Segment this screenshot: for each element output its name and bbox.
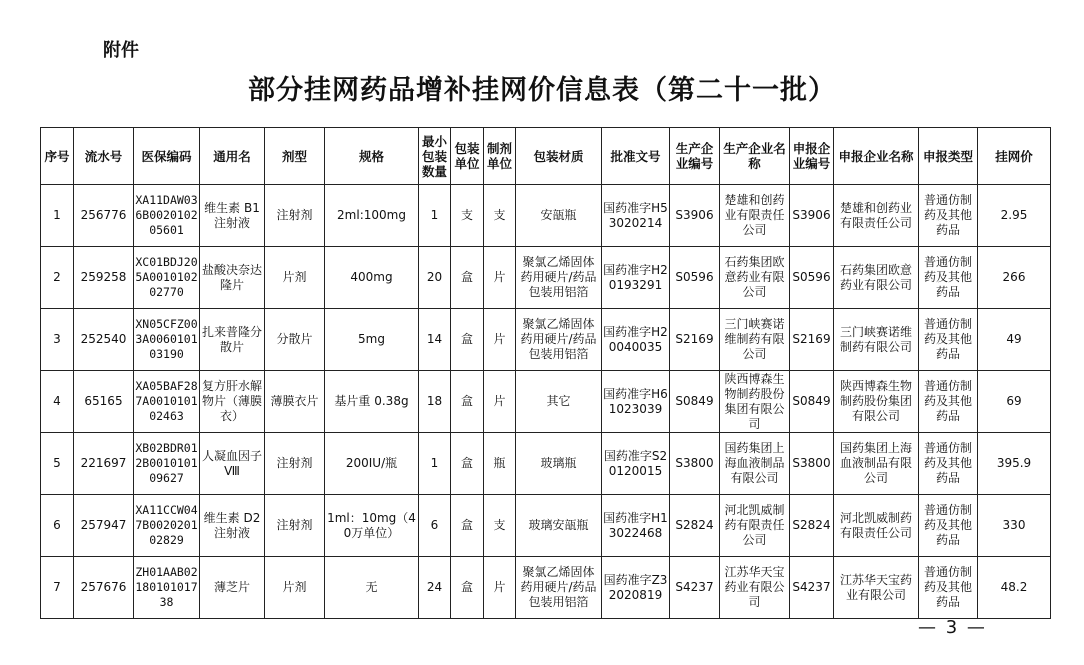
cell-app-name: 江苏华天宝药业有限公司: [834, 557, 919, 619]
cell-type: 普通仿制药及其他药品: [919, 309, 978, 371]
col-pack-unit: 包装单位: [451, 128, 484, 185]
cell-price: 2.95: [978, 185, 1051, 247]
cell-type: 普通仿制药及其他药品: [919, 557, 978, 619]
table-row: [41, 495, 1051, 557]
col-material: 包装材质: [516, 128, 602, 185]
cell-app-name: 楚雄和创药业有限责任公司: [834, 185, 919, 247]
col-qty: 最小包装数量: [419, 128, 451, 185]
cell-mfr-id: S4237: [670, 557, 720, 619]
cell-name: 维生素 D2注射液: [200, 495, 265, 557]
cell-form: 片剂: [265, 557, 325, 619]
cell-price: 48.2: [978, 557, 1051, 619]
col-type: 申报类型: [919, 128, 978, 185]
cell-seq: 5: [41, 433, 74, 495]
cell-serial: 252540: [74, 309, 134, 371]
col-mfr-id: 生产企业编号: [670, 128, 720, 185]
cell-mfr-name: 陕西博森生物制药股份集团有限公司: [720, 371, 790, 433]
cell-qty: 14: [419, 309, 451, 371]
table-row: [41, 557, 1051, 619]
cell-code: ZH01AAB0218010101738: [134, 557, 200, 619]
cell-price: 330: [978, 495, 1051, 557]
cell-price: 49: [978, 309, 1051, 371]
cell-prep-unit: 片: [484, 557, 516, 619]
cell-material: 其它: [516, 371, 602, 433]
cell-mfr-id: S2824: [670, 495, 720, 557]
cell-mfr-name: 三门峡赛诺维制药有限公司: [720, 309, 790, 371]
cell-app-name: 陕西博森生物制药股份集团有限公司: [834, 371, 919, 433]
col-code: 医保编码: [134, 128, 200, 185]
cell-spec: 200IU/瓶: [325, 433, 419, 495]
cell-qty: 20: [419, 247, 451, 309]
cell-code: XN05CFZ003A006010103190: [134, 309, 200, 371]
cell-approval: 国药准字H53020214: [602, 185, 670, 247]
cell-form: 注射剂: [265, 185, 325, 247]
cell-app-id: S2824: [790, 495, 834, 557]
cell-type: 普通仿制药及其他药品: [919, 247, 978, 309]
cell-name: 人凝血因子Ⅷ: [200, 433, 265, 495]
cell-mfr-name: 河北凯威制药有限责任公司: [720, 495, 790, 557]
drug-price-table: [40, 127, 1051, 619]
cell-mfr-id: S0596: [670, 247, 720, 309]
cell-name: 复方肝水解物片（薄膜衣）: [200, 371, 265, 433]
table-row: [41, 185, 1051, 247]
cell-seq: 1: [41, 185, 74, 247]
cell-mfr-name: 楚雄和创药业有限责任公司: [720, 185, 790, 247]
table-row: [41, 433, 1051, 495]
cell-type: 普通仿制药及其他药品: [919, 433, 978, 495]
cell-mfr-id: S3906: [670, 185, 720, 247]
cell-spec: 2ml:100mg: [325, 185, 419, 247]
cell-form: 分散片: [265, 309, 325, 371]
cell-serial: 257676: [74, 557, 134, 619]
cell-mfr-id: S3800: [670, 433, 720, 495]
cell-mfr-name: 国药集团上海血液制品有限公司: [720, 433, 790, 495]
cell-name: 薄芝片: [200, 557, 265, 619]
cell-type: 普通仿制药及其他药品: [919, 185, 978, 247]
cell-pack-unit: 盒: [451, 495, 484, 557]
cell-app-name: 河北凯威制药有限责任公司: [834, 495, 919, 557]
cell-approval: 国药准字S20120015: [602, 433, 670, 495]
cell-app-name: 国药集团上海血液制品有限公司: [834, 433, 919, 495]
cell-seq: 3: [41, 309, 74, 371]
cell-form: 片剂: [265, 247, 325, 309]
col-serial: 流水号: [74, 128, 134, 185]
cell-material: 聚氯乙烯固体药用硬片/药品包装用铝箔: [516, 309, 602, 371]
cell-pack-unit: 支: [451, 185, 484, 247]
cell-form: 薄膜衣片: [265, 371, 325, 433]
page-title: 部分挂网药品增补挂网价信息表（第二十一批）: [248, 75, 836, 106]
cell-spec: 无: [325, 557, 419, 619]
cell-app-id: S4237: [790, 557, 834, 619]
col-form: 剂型: [265, 128, 325, 185]
cell-material: 玻璃瓶: [516, 433, 602, 495]
cell-approval: 国药准字H20040035: [602, 309, 670, 371]
cell-app-name: 石药集团欧意药业有限公司: [834, 247, 919, 309]
table-row: [41, 247, 1051, 309]
col-price: 挂网价: [978, 128, 1051, 185]
cell-app-id: S2169: [790, 309, 834, 371]
cell-mfr-id: S0849: [670, 371, 720, 433]
cell-qty: 1: [419, 185, 451, 247]
cell-name: 盐酸决奈达隆片: [200, 247, 265, 309]
cell-spec: 基片重 0.38g: [325, 371, 419, 433]
cell-prep-unit: 片: [484, 247, 516, 309]
table-row: [41, 371, 1051, 433]
col-prep-unit: 制剂单位: [484, 128, 516, 185]
cell-prep-unit: 瓶: [484, 433, 516, 495]
cell-app-id: S0849: [790, 371, 834, 433]
cell-serial: 221697: [74, 433, 134, 495]
cell-name: 维生素 B1注射液: [200, 185, 265, 247]
cell-material: 玻璃安瓿瓶: [516, 495, 602, 557]
cell-qty: 1: [419, 433, 451, 495]
cell-pack-unit: 盒: [451, 557, 484, 619]
cell-spec: 400mg: [325, 247, 419, 309]
cell-spec: 5mg: [325, 309, 419, 371]
cell-pack-unit: 盒: [451, 433, 484, 495]
col-spec: 规格: [325, 128, 419, 185]
table-row: [41, 309, 1051, 371]
cell-serial: 257947: [74, 495, 134, 557]
cell-name: 扎来普隆分散片: [200, 309, 265, 371]
cell-qty: 6: [419, 495, 451, 557]
col-approval: 批准文号: [602, 128, 670, 185]
cell-price: 266: [978, 247, 1051, 309]
cell-code: XB02BDR012B001010109627: [134, 433, 200, 495]
cell-app-id: S0596: [790, 247, 834, 309]
table-header: [41, 128, 1051, 185]
cell-prep-unit: 支: [484, 495, 516, 557]
cell-serial: 65165: [74, 371, 134, 433]
cell-price: 395.9: [978, 433, 1051, 495]
cell-approval: 国药准字H20193291: [602, 247, 670, 309]
cell-mfr-name: 江苏华天宝药业有限公司: [720, 557, 790, 619]
col-name: 通用名: [200, 128, 265, 185]
cell-type: 普通仿制药及其他药品: [919, 371, 978, 433]
cell-pack-unit: 盒: [451, 247, 484, 309]
cell-app-name: 三门峡赛诺维制药有限公司: [834, 309, 919, 371]
col-app-name: 申报企业名称: [834, 128, 919, 185]
cell-seq: 4: [41, 371, 74, 433]
cell-type: 普通仿制药及其他药品: [919, 495, 978, 557]
cell-app-id: S3906: [790, 185, 834, 247]
cell-pack-unit: 盒: [451, 309, 484, 371]
cell-serial: 256776: [74, 185, 134, 247]
cell-approval: 国药准字Z32020819: [602, 557, 670, 619]
cell-price: 69: [978, 371, 1051, 433]
cell-pack-unit: 盒: [451, 371, 484, 433]
cell-serial: 259258: [74, 247, 134, 309]
cell-qty: 24: [419, 557, 451, 619]
col-app-id: 申报企业编号: [790, 128, 834, 185]
cell-seq: 7: [41, 557, 74, 619]
cell-code: XA11CCW047B002020102829: [134, 495, 200, 557]
cell-material: 聚氯乙烯固体药用硬片/药品包装用铝箔: [516, 247, 602, 309]
cell-form: 注射剂: [265, 495, 325, 557]
col-seq: 序号: [41, 128, 74, 185]
cell-mfr-id: S2169: [670, 309, 720, 371]
cell-prep-unit: 片: [484, 371, 516, 433]
cell-material: 聚氯乙烯固体药用硬片/药品包装用铝箔: [516, 557, 602, 619]
cell-approval: 国药准字H13022468: [602, 495, 670, 557]
cell-prep-unit: 支: [484, 185, 516, 247]
cell-seq: 2: [41, 247, 74, 309]
cell-prep-unit: 片: [484, 309, 516, 371]
cell-code: XC01BDJ205A001010202770: [134, 247, 200, 309]
cell-seq: 6: [41, 495, 74, 557]
cell-mfr-name: 石药集团欧意药业有限公司: [720, 247, 790, 309]
cell-code: XA11DAW036B002010205601: [134, 185, 200, 247]
cell-qty: 18: [419, 371, 451, 433]
cell-approval: 国药准字H61023039: [602, 371, 670, 433]
cell-app-id: S3800: [790, 433, 834, 495]
cell-code: XA05BAF287A001010102463: [134, 371, 200, 433]
col-mfr-name: 生产企业名称: [720, 128, 790, 185]
cell-material: 安瓿瓶: [516, 185, 602, 247]
attachment-label: 附件: [103, 40, 139, 61]
page-number: — 3 —: [918, 617, 987, 638]
cell-spec: 1ml：10mg（40万单位）: [325, 495, 419, 557]
cell-form: 注射剂: [265, 433, 325, 495]
